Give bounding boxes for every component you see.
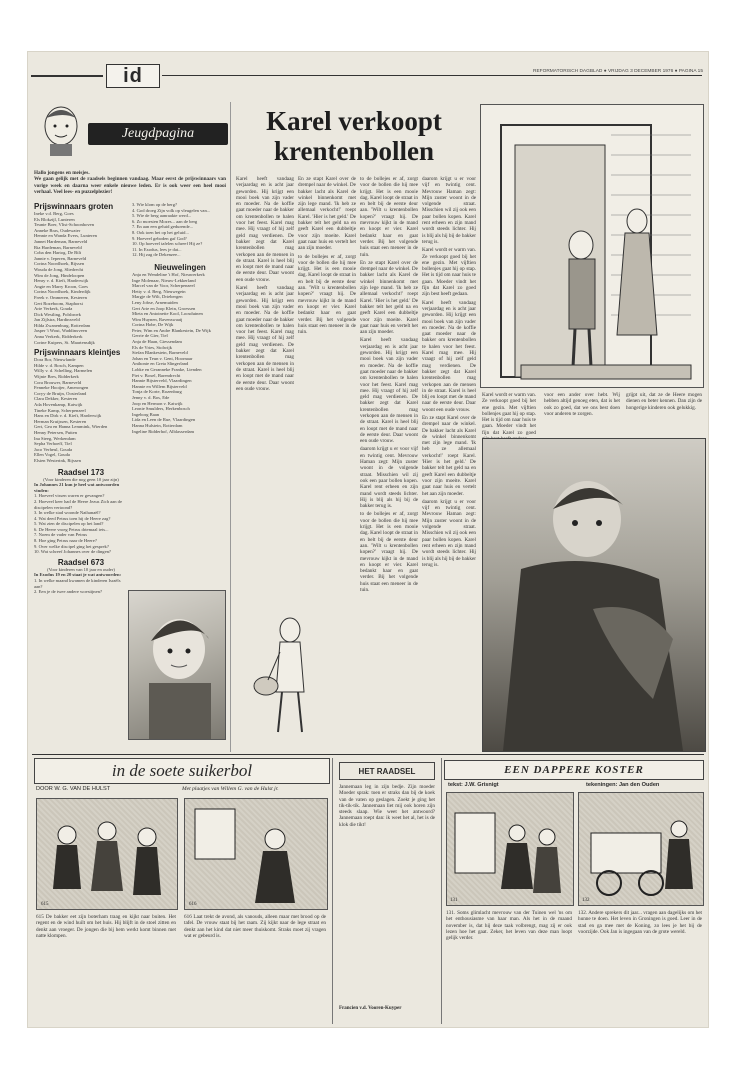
list-item: Ellen Vogel, Gouda (34, 452, 70, 458)
koster-picture-1 (446, 792, 574, 906)
list-item: Ria Hardeman, Barneveld (34, 244, 82, 250)
list-item: Piet v. Boxel, Barendrecht (132, 372, 181, 378)
story-paragraph: En ze stapt Karel over de drempel naar de winkel. De bakker lacht als Karel de winkel binnenkomt met zijn lege mand. 'Ik heb ze allemaal verkocht!' roept Karel. 'Hier is het geld.' De bakker telt het geld na en geeft Karel een dubbeltje voor zijn moeite. Karel gaat naar huis en vertelt het aan zijn moeder. (422, 414, 476, 497)
list-item: Herman Kruijssen, Kesteren (34, 418, 87, 424)
raadsel-section (332, 758, 442, 1024)
story-paragraph: to de bollejes er af, zorgt voor de bollen die hij mee krijgt. Het is een mooie dag. Karel loopt de straat in en belt bij de eerste deur aan. 'Wilt u krentenbollen kopen?' vraagt hij. De mevrouw kijkt in de mand en koopt er vier. Karel bedankt haar en gaat verder. Bij het volgende huis staat een meneer in de tuin. (360, 511, 418, 593)
list-item: Ineke v.d. Berg, Goes (34, 211, 74, 216)
raadsel-title-box (339, 762, 435, 780)
koster-tekst: tekst: J.W. Grisnigt (448, 782, 499, 788)
suikerbol-title-banner (34, 758, 330, 784)
list-item: Mieta en Antoinette Kool, Loosduinen (132, 311, 203, 317)
list-item: Hetty v. d. Berg, Nieuwegein (132, 288, 186, 294)
list-item: Hannie Bijsterveld, Vlaardingen (132, 378, 192, 384)
raadsel-673-list (34, 578, 128, 595)
suikerbol-picture-2 (184, 798, 328, 910)
list-item: Gerrie de Gier, Tiel (132, 333, 168, 339)
id-logo (106, 64, 160, 88)
intro (34, 170, 226, 195)
list-item: Corina Hobe, De Wijk (132, 322, 174, 328)
list-item: 3. Wie klom op de berg? (132, 202, 178, 207)
prijswinnaars-groten-title: Prijswinnaars groten (34, 202, 114, 211)
boy-basket-illustration (246, 612, 326, 742)
list-item: Sepha Verhoeff, Tiel (34, 441, 72, 447)
list-item: Jannet Hardeman, Barneveld (34, 238, 88, 244)
list-item: Hannie en Willem Bijsterveld (132, 383, 187, 389)
story-title-line2: krentenbollen (273, 136, 435, 166)
list-item: 2. Een je de twee andere woestijnen? (34, 589, 102, 595)
list-item: 12. Hij zag de Dekenzee... (132, 252, 181, 258)
list-item: 4. Wat deed Petrus toen hij de Heere zag? (34, 515, 111, 521)
list-item: Corina Noordhoek, Kinderdijk (34, 289, 91, 295)
list-item: Stefan Blankestein, Barneveld (132, 350, 188, 356)
story-paragraph: En ze stapt Karel over de drempel naar de winkel. De bakker lacht als Karel de winkel binnenkomt met zijn lege mand. 'Ik heb ze allemaal verkocht!' roept Karel. 'Hier is het geld.' De bakker telt het geld na en geeft Karel een dubbeltje voor zijn moeite. Karel gaat naar huis en vertelt het aan zijn moeder. (360, 259, 418, 336)
list-item: Anja en Wendeline 't Hof, Nieuwerkerk (132, 271, 205, 277)
picture-number: 615 (41, 902, 49, 907)
list-item: Margje de Wilt, Driebergen (132, 294, 183, 300)
story-paragraph: En ze stapt Karel over de drempel naar de winkel. De bakker lacht als Karel de winkel binnenkomt met zijn lege mand. 'Ik heb ze allemaal verkocht!' roept Karel. 'Hier is het geld.' De bakker telt het geld na en geeft Karel een dubbeltje voor zijn moeite. Karel gaat naar huis en vertelt het aan zijn moeder. (298, 176, 356, 252)
list-item: 10. Op hoeveel tafelen schreef Hij ze? (132, 241, 203, 247)
picture-number: 132 (582, 898, 590, 903)
list-item: Tineke Kamp, Scherpenzeel (34, 407, 86, 413)
list-item: Els Blokzijl, Lunteren (34, 216, 75, 222)
list-item: Fenneke Hooijer, Amerongen (34, 385, 89, 391)
jeugdpagina-banner (88, 123, 228, 145)
list-item: Coba den Hartog, De Bilt (34, 250, 82, 256)
story-paragraph: Karel heeft vandaag verjaardag en is acht jaar geworden. Hij krijgt een mooi boek van zijn vader en moeder. Na de koffie gaat moeder naar de bakker om krentenbollen te halen voor het feest. Karel mag mee. Hij vraagt of hij zelf geld mag verdienen. De bakker zegt dat Karel krentenbollen mag verkopen aan de mensen in de straat. Karel is heel blij en loopt met de mand naar de eerste deur. Daar woont een oude vrouw. (360, 337, 418, 445)
list-item: 2. Hoeveel keer had de Heere Jezus Zich aan de discipelen vertoond? (34, 498, 123, 510)
list-item: Jan Zijlstra, Hardinxveld (34, 317, 80, 323)
list-item: Jenny v. d. Bos, Ede (132, 395, 170, 400)
list-item: Hanna Hulstein, Rotterdam (132, 422, 183, 428)
list-item: Anna Verkerk, Ridderkerk (34, 334, 83, 340)
list-item: Leonie Smulders, Herkenbosch (132, 406, 190, 412)
suikerbol-author: DOOR W. G. VAN DE HULST (36, 786, 111, 792)
suikerbol-picture-1 (36, 798, 178, 910)
list-item: Marcel van de Voor, Scherpenzeel (132, 283, 195, 289)
left-column (34, 202, 128, 595)
list-item: Clara Dekker, Kesteren (34, 396, 78, 402)
prijswinnaars-kleintjes-list (34, 357, 128, 463)
koster-section (444, 758, 704, 1024)
list-item: Corina Noordhoek, Rijssen (34, 261, 85, 267)
list-item: 6. De Heere vroeg Petrus driemaal iets... (34, 526, 109, 532)
list-item: Johan en Teun v. Gent, Hoornaar (132, 355, 193, 361)
list-item: Inge Molenaar, Nieuw-Lekkerland (132, 277, 196, 283)
list-item: Henny Petersen, Putten (34, 429, 77, 435)
suikerbol-illustrator: Met plaatjes van Willem G. van de Hulst jr. (182, 786, 279, 792)
list-item: Hennie en Wanda Evers, Lunteren (34, 233, 97, 239)
story-paragraph: Karel heeft vandaag verjaardag en is acht jaar geworden. Hij krijgt een mooi boek van zijn vader en moeder. Na de koffie gaat moeder naar de bakker om krentenbollen te halen voor het feest. Karel mag mee. Hij vraagt of hij zelf geld mag verdienen. De bakker zegt dat Karel krentenbollen mag verkopen aan de mensen in de straat. Karel is heel blij en loopt met de mand naar de eerste deur. Daar woont een oude vrouw. (422, 299, 476, 413)
door-illustration (480, 104, 704, 388)
list-item: 9. Hoeveel geboden gaf God? (132, 235, 187, 241)
list-item: Wouda de Jong, Sliedrecht (34, 266, 84, 272)
list-item: Hilda Zwanenburg, Rotterdam (34, 322, 91, 328)
list-item: Wim Huynen, Ravenswaaij (132, 316, 183, 322)
story-paragraph: daarom krijgt u er voor vijf en twintig cent. Mevrouw Haman zegt: Mijn zuster woont in de volgende straat. Misschien wil zij ook een paar bollen kopen. Karel rent erheen en zijn mand wordt steeds lichter. Hij is blij als hij bij de bakker terug is. (422, 176, 476, 245)
suikerbol-section (32, 758, 330, 1024)
section-rule (32, 754, 704, 755)
prijswinnaars-kleintjes-title: Prijswinnaars kleintjes (34, 348, 121, 358)
list-item: 8. Hoe ging Petrus naar de Heere? (34, 538, 97, 544)
list-item: Jaco Verheul, Gouda (34, 446, 73, 452)
story-paragraph: to de bollejes er af, zorgt voor de bollen die hij mee krijgt. Het is een mooie dag. Karel loopt de straat in en belt bij de eerste deur aan. 'Wilt u krentenbollen kopen?' vraagt hij. De mevrouw kijkt in de mand en koopt er vier. Karel bedankt haar en gaat verder. Bij het volgende huis staat een meneer in de tuin. (360, 176, 418, 258)
story-title-line1: Karel verkoopt (266, 106, 442, 136)
raadsel-173-subtitle: (Voor kinderen die nog geen 10 jaar zijn) (43, 476, 119, 482)
list-item: Anja de Haan, Giessendam (132, 339, 183, 345)
list-item: Cora Brouwer, Barneveld (34, 379, 82, 385)
list-item: Leny Jobse, Arnemuiden (132, 299, 178, 305)
list-item: 5. Wie de berg aanraakte werd... (132, 213, 192, 219)
list-item: 3. In welke stad woonde Nathanaël? (34, 510, 101, 516)
list-item: 7. En aan een geluid gedurende... (132, 224, 194, 230)
list-item: 8. Ook toen het op het geluid... (132, 229, 189, 235)
raadsel-173-question: In Johannes 21 kun je heel wat antwoorden vinden: (34, 482, 120, 493)
list-item: 1. In welke maand kwamen de kinderen Israëls aan? (34, 578, 121, 589)
header-rule (31, 75, 103, 77)
koster-text-2: 132. Andere sprekers dit jaar... vragen aan dagelijks om het hunne te doen. Het leven in Groningen is goed. Leer in de stad en ga mee met de Koning, zo lees je het bij de voorzijde. Ook Jan is ingegaan van de grote wereld. (578, 910, 702, 935)
raadsel-author: Francien v.d. Vooren-Kuyper (339, 1006, 402, 1011)
story-column-1 (236, 176, 294, 394)
story-column-7: grijpt uit, dat ze de Heere mogen dienen en beter kennen. Dan zijn de hongerige kinderen ook gelukkig. (626, 392, 702, 411)
list-item: Anneke Bras, Oudewater (34, 227, 81, 233)
jeugdpagina-title: Jeugdpagina (121, 126, 195, 141)
story-paragraph: Karel heeft vandaag verjaardag en is acht jaar geworden. Hij krijgt een mooi boek van zijn vader en moeder. Na de koffie gaat moeder naar de bakker om krentenbollen te halen voor het feest. Karel mag mee. Hij vraagt of hij zelf geld mag verdienen. De bakker zegt dat Karel krentenbollen mag verkopen aan de mensen in de straat. Karel is heel blij en loopt met de mand naar de eerste deur. Daar woont een oude vrouw. (236, 285, 294, 392)
list-item: Wijnie Bres, Ridderkerk (34, 374, 79, 380)
list-item: Lobke en Geranneke Franke, Lienden (132, 367, 202, 373)
list-item: 10. Wat schreef Johannes over de dingen? (34, 549, 111, 555)
raadsel-673-subtitle: (Voor kinderen van 10 jaar en ouder) (47, 566, 115, 572)
list-item: Jasper 't Wout, Waddinxveen (34, 328, 87, 334)
raadsel-673-title: Raadsel 673 (57, 557, 105, 567)
list-item: Joop en Hermon v. Katwijk (132, 400, 183, 406)
list-item: 9. Over welke discipel ging het gesprek? (34, 543, 109, 549)
raadsel-173-title: Raadsel 173 (57, 467, 105, 477)
story-title (236, 106, 472, 166)
boy-head-illustration (34, 102, 88, 158)
list-item: Hans en Dirk v. d. Kieft, Harderwijk (34, 413, 102, 419)
prijswinnaars-groten-list (34, 211, 128, 345)
list-item: 4. God droeg Zijn volk op vleugelen van... (132, 207, 211, 213)
story-column-2 (298, 176, 356, 337)
suikerbol-text-1: 615 De bakker eet zijn boterham traag en kijkt naar buiten. Het regent en de wind huilt om het huis. Hij blijft in de stoel zitten en denkt aan vroeger. De jongen die bij hem werkt komt binnen met natte klompen. (36, 914, 176, 939)
list-item: Wim de Jong, Hindeloopen (34, 272, 85, 278)
list-item: Henry v. d. Kieft, Harderwijk (34, 278, 89, 284)
karel-photo (482, 438, 706, 752)
koster-title-banner (444, 760, 704, 780)
raadsel-673-question: In Exodus 19 en 20 staat je wat antwoorden: (34, 572, 122, 578)
koster-title: EEN DAPPERE KOSTER (504, 764, 644, 776)
intro-text: We gaan gelijk met de raadsels beginnen vandaag. Maar eerst de prijswinnaars van vorige week en daarna weer enkele nieuwe leden. Er is ook weer een heel mooi verhaal. Veel lees- en puzzelplezier! (34, 176, 226, 195)
list-item: Anthonie en Greta Slingerland (132, 361, 189, 367)
raadsel-text: Jannemaan leg in zijn bedje. Zijn moeder Moeder sprak: toen er straks dan bij de koek van de vaten op geslagen. Zoekt je ging het tik-tik-tik. Jannemaan liet mij ook horen zijn steeds slaap. Wie weet het antwoord? Jannemaan roept dan: ik weet het al, het is de klok die tikt! (339, 784, 435, 828)
list-item: Gert, Gea en Hanna Lemmink, Wierden (34, 424, 108, 430)
list-item: Jannie v. Ieperen, Barneveld (34, 255, 87, 261)
raadsel-173-list (34, 493, 128, 555)
story-paragraph: Karel wordt er warm van. Ze verkoopt goed bij het ene gezin. Met vijftien bollenjes gaat hij op stap. Het is tijd om naar huis te gaan. Moeder vindt het fijn dat Karel zo goed zijn best heeft gedaan. (422, 247, 476, 298)
list-item: Dick Westling, Polsbroek (34, 311, 81, 317)
nieuwelingen-list (132, 272, 228, 434)
list-item: Els de Vries, Stolwijk (132, 344, 172, 350)
list-item: Lida en Leen de Rue, Vlaardingen (132, 417, 196, 423)
list-item: 6. Zo moesten Mozes... aan de berg (132, 218, 198, 224)
list-item: Angie en Marry Kroon, Goes (34, 283, 88, 289)
story-paragraph: to de bollejes er af, zorgt voor de bollen die hij mee krijgt. Het is een mooie dag. Karel loopt de straat in en belt bij de eerste deur aan. 'Wilt u krentenbollen kopen?' vraagt hij. De mevrouw kijkt in de mand en koopt er vier. Karel bedankt haar en gaat verder. Bij het volgende huis staat een meneer in de tuin. (298, 253, 356, 336)
list-item: Ada Hovenkamp, Katwijk (34, 402, 83, 407)
picture-number: 131 (450, 898, 458, 903)
list-item: Dora Bor, Nieuwlande (34, 357, 76, 363)
masthead: REFORMATORISCH DAGBLAD ● VRIJDAG 3 DECEMBER 1976 ● PAGINA 15 (533, 69, 703, 74)
newspaper-page (28, 52, 708, 1027)
story-paragraph: Karel heeft vandaag verjaardag en is acht jaar geworden. Hij krijgt een mooi boek van zijn vader en moeder. Na de koffie gaat moeder naar de bakker om krentenbollen te halen voor het feest. Karel mag mee. Hij vraagt of hij zelf geld mag verdienen. De bakker zegt dat Karel krentenbollen mag verkopen aan de mensen in de straat. Karel is heel blij en loopt met de mand naar de eerste deur. Daar woont een oude vrouw. (236, 176, 294, 283)
story-column-6: voor een ander over hebt. Wij hebben altijd genoeg eten, dat is het ook zo goed, dat we ons best doen voor anderen te zorgen. (544, 392, 620, 417)
nieuwelingen-title: Nieuwelingen (154, 262, 206, 272)
logo-text: id (123, 64, 143, 87)
koster-tekeningen: tekeningen: Jan den Ouden (586, 782, 660, 788)
koster-text-1: 131. Soms glimlacht mevrouw van der Tuinen wel 'ns om het enthousiasme van haar man. Als het in de maand november is, dat hij deze taak volbrengt, mag zij er ook lezen hoe het gaat. Zeker, het leven van deze man loopt gelijk verder. (446, 910, 572, 942)
list-item: Hilde v. d. Bosch, Kampen (34, 362, 84, 368)
list-item: Teunie Boer, Vlist-Schoonhoven (34, 222, 95, 228)
list-item: 11. In Exodus, lees je dat... (132, 246, 182, 252)
story-column-3 (360, 176, 418, 595)
list-item: Arie Verkerk, Gouda (34, 306, 73, 312)
list-item: Gert Rozeboom, Staphorst (34, 300, 83, 306)
list-item: 5. Wat zien de discipelen op het land? (34, 521, 104, 527)
header-rule-right (162, 75, 702, 76)
list-item: Peter, Wim en Andre Blankestein, De Wijk (132, 327, 211, 333)
list-item: Corine Kuipers, St. Maartensdijk (34, 339, 95, 345)
child-photo (128, 590, 226, 740)
picture-number: 616 (189, 902, 197, 907)
raadsel-questions-continued (132, 202, 228, 258)
list-item: Willy v. d. Schelling, Harmelen (34, 368, 93, 374)
suikerbol-text-2: 616 Laat trekt de avond, als vanouds, alleen maar met brood op de tafel. De vrouw staat bij het raam. Zij kijkt naar de lege straat en denkt aan het kind dat niet meer thuiskomt. Straks moet zij vragen wat er gebeurd is. (184, 914, 326, 939)
list-item: Elsien Westerink, Rijssen (34, 457, 81, 463)
suikerbol-title: in de soete suikerbol (111, 761, 253, 780)
list-item: Coryy de Bruijn, Oosterland (34, 390, 87, 396)
story-paragraph: daarom krijgt u er voor vijf en twintig cent. Mevrouw Haman zegt: Mijn zuster woont in de volgende straat. Misschien wil zij ook een paar bollen kopen. Karel rent erheen en zijn mand wordt steeds lichter. Hij is blij als hij bij de bakker terug is. (360, 446, 418, 510)
intro-greeting: Hallo jongens en meisjes. (34, 170, 90, 176)
list-item: Ina Steeg, Werkendam (34, 435, 76, 441)
second-column (132, 202, 228, 434)
story-column-4 (422, 176, 476, 570)
list-item: Tonja de Korte, Rozenburg (132, 389, 182, 395)
list-item: Freek v. Ommeren, Kesteren (34, 294, 87, 300)
list-item: Ingeline Ridderhof, Alblasserdam (132, 428, 195, 434)
list-item: Gert Arie en Joop Klein, Groessen (132, 305, 196, 311)
story-paragraph: Karel wordt er warm van. Ze verkoopt goed bij het ene gezin. Met vijftien bollenjes gaat hij op stap. Het is tijd om naar huis te gaan. Moeder vindt het fijn dat Karel zo goed (482, 392, 536, 436)
koster-picture-2 (578, 792, 704, 906)
raadsel-title: HET RAADSEL (358, 766, 416, 776)
story-paragraph: daarom krijgt u er voor vijf en twintig cent. Mevrouw Haman zegt: Mijn zuster woont in de volgende straat. Misschien wil zij ook een paar bollen kopen. Karel rent erheen en zijn mand wordt steeds lichter. Hij is blij als hij bij de bakker terug is. (422, 498, 476, 568)
list-item: 7. Noem de vader van Petrus (34, 532, 88, 538)
list-item: 1. Hoeveel vissen waren er gevangen? (34, 493, 105, 499)
list-item: Ingeborg Baan (132, 411, 160, 417)
